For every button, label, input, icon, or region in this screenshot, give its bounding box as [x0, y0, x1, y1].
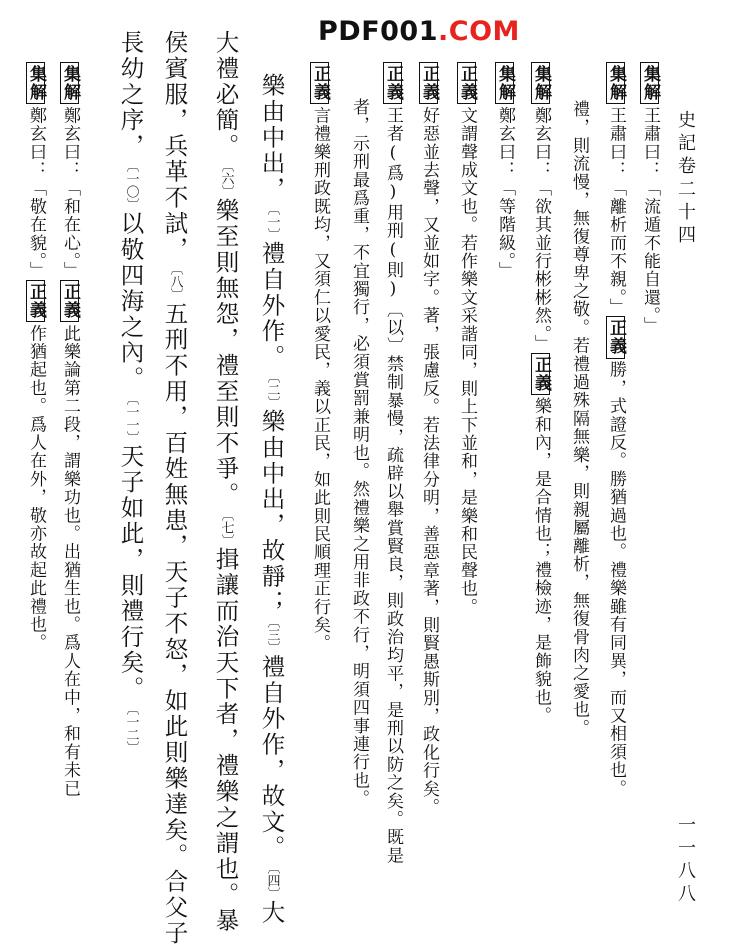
text-run: 禮自外作。	[257, 241, 286, 370]
text-run: 樂和內，是合情也；禮檢迹，是飾貌也。	[531, 397, 551, 725]
text-run: 樂由中出，故靜；	[257, 409, 286, 616]
text-run: 五刑不用，百姓無患，天子不怒，如此則樂達矣。合父子	[160, 301, 189, 946]
annotation-tag: 集解	[606, 62, 625, 104]
text-run: 王肅曰：「離析而不親。」	[606, 106, 626, 317]
text-column	[606, 62, 625, 902]
text-run: 樂至則無怨，禮至則不爭。	[211, 198, 240, 508]
annotation-tag: 正義	[60, 280, 79, 322]
text-column	[160, 30, 189, 946]
annotation-tag: 正義	[26, 280, 45, 322]
annotation-tag: 正義	[457, 62, 476, 104]
text-run: 作猶起也。爲人在外，敬亦故起此禮也。	[26, 324, 46, 652]
text-run: 長幼之序，	[116, 30, 145, 159]
annotation-tag: 正義	[310, 62, 329, 104]
text-run: 「流遁不能自還。」	[640, 179, 660, 335]
text-run: 揖讓而治天下者，禮樂之謂也。暴	[211, 546, 240, 934]
annotation-tag: 集解	[495, 62, 514, 104]
text-run: 文謂聲成文也。若作樂文采諧同，則上下並和，是樂和民聲也。	[457, 106, 477, 617]
footnote-marker: 〔四〕	[264, 860, 280, 900]
text-run: 者，示刑最爲重，不宜獨行，必須賞罰兼明也。然禮樂之用非政不行，明須四事連行也。	[349, 98, 369, 808]
annotation-tag: 正義	[606, 316, 625, 358]
text-run: 樂由中出，	[257, 73, 286, 202]
text-column	[60, 62, 79, 902]
text-run: 大禮必簡。	[211, 30, 240, 159]
annotation-tag: 集解	[60, 62, 79, 104]
footnote-marker: 〔三〕	[264, 615, 280, 655]
annotation-tag: 正義	[419, 62, 438, 104]
text-run: 王肅曰：	[640, 106, 660, 180]
text-column	[350, 98, 367, 878]
text-column	[531, 62, 550, 832]
text-run: 侯賓服，兵革不試，	[160, 30, 189, 263]
annotation-tag: 正義	[531, 353, 550, 395]
annotation-tag: 集解	[531, 62, 550, 104]
footnote-marker: 〔一一〕	[123, 391, 139, 444]
text-column	[419, 62, 438, 882]
running-title: 史記卷二十四	[675, 110, 696, 248]
text-column	[310, 62, 329, 742]
footnote-marker: 〔二〕	[264, 370, 280, 409]
text-run: 禮自外作，故文。	[257, 654, 286, 861]
text-column	[570, 100, 587, 790]
text-column	[257, 73, 286, 926]
text-column	[495, 62, 514, 342]
text-column	[211, 30, 240, 934]
footnote-marker: 〔一〕	[264, 202, 280, 241]
text-column	[116, 30, 145, 754]
footnote-marker: 〔八〕	[167, 262, 183, 302]
text-run: 以敬四海之內。	[116, 211, 145, 392]
annotation-tag: 集解	[26, 62, 45, 104]
text-run: 鄭玄曰：「和在心。」	[60, 106, 80, 280]
watermark-logo: PDF001.COM	[318, 16, 520, 47]
footnote-marker: 〔七〕	[218, 507, 234, 547]
footnote-marker: 〔一〇〕	[123, 159, 139, 211]
page-number: 一一八八	[675, 815, 696, 907]
text-column	[383, 62, 402, 902]
annotation-tag: 正義	[383, 62, 402, 104]
text-run: 好惡並去聲，又並如字。著，張慮反。若法律分明，善惡章著，則賢愚斯別，政化行矣。	[419, 106, 439, 817]
text-run: 鄭玄曰：「欲其並行彬彬然。」	[531, 106, 551, 353]
text-run: 天子如此，則禮行矣。	[116, 443, 145, 702]
text-column	[640, 62, 659, 392]
footnote-marker: 〔六〕	[218, 159, 234, 198]
text-run: 此樂論第二段，謂樂功也。出猶生也。爲人在中，和有未已	[60, 324, 80, 798]
text-run: 言禮樂刑政既均，又須仁以愛民，義以正民，如此則民順理正行矣。	[310, 106, 330, 653]
footnote-marker: 〔一二〕	[123, 701, 139, 754]
text-run: 大	[257, 899, 286, 926]
text-run: 王者(爲)用刑(則)〔以〕禁制暴慢，疏辟以舉賞賢良，則政治均平，是刑以防之矣。既是	[383, 106, 403, 865]
text-column	[26, 62, 45, 842]
text-run: 鄭玄曰：「敬在貌。」	[26, 106, 46, 280]
text-run: 鄭玄曰：「等階級。」	[495, 106, 515, 280]
text-run: 勝，式證反。勝猶過也。禮樂雖有同異，而又相須也。	[606, 360, 626, 798]
text-run: 禮，則流慢，無復尊卑之敬。若禮過殊隔無樂，則親屬離析，無復骨肉之愛也。	[569, 100, 589, 737]
annotation-tag: 集解	[640, 62, 659, 104]
text-column	[457, 62, 476, 702]
